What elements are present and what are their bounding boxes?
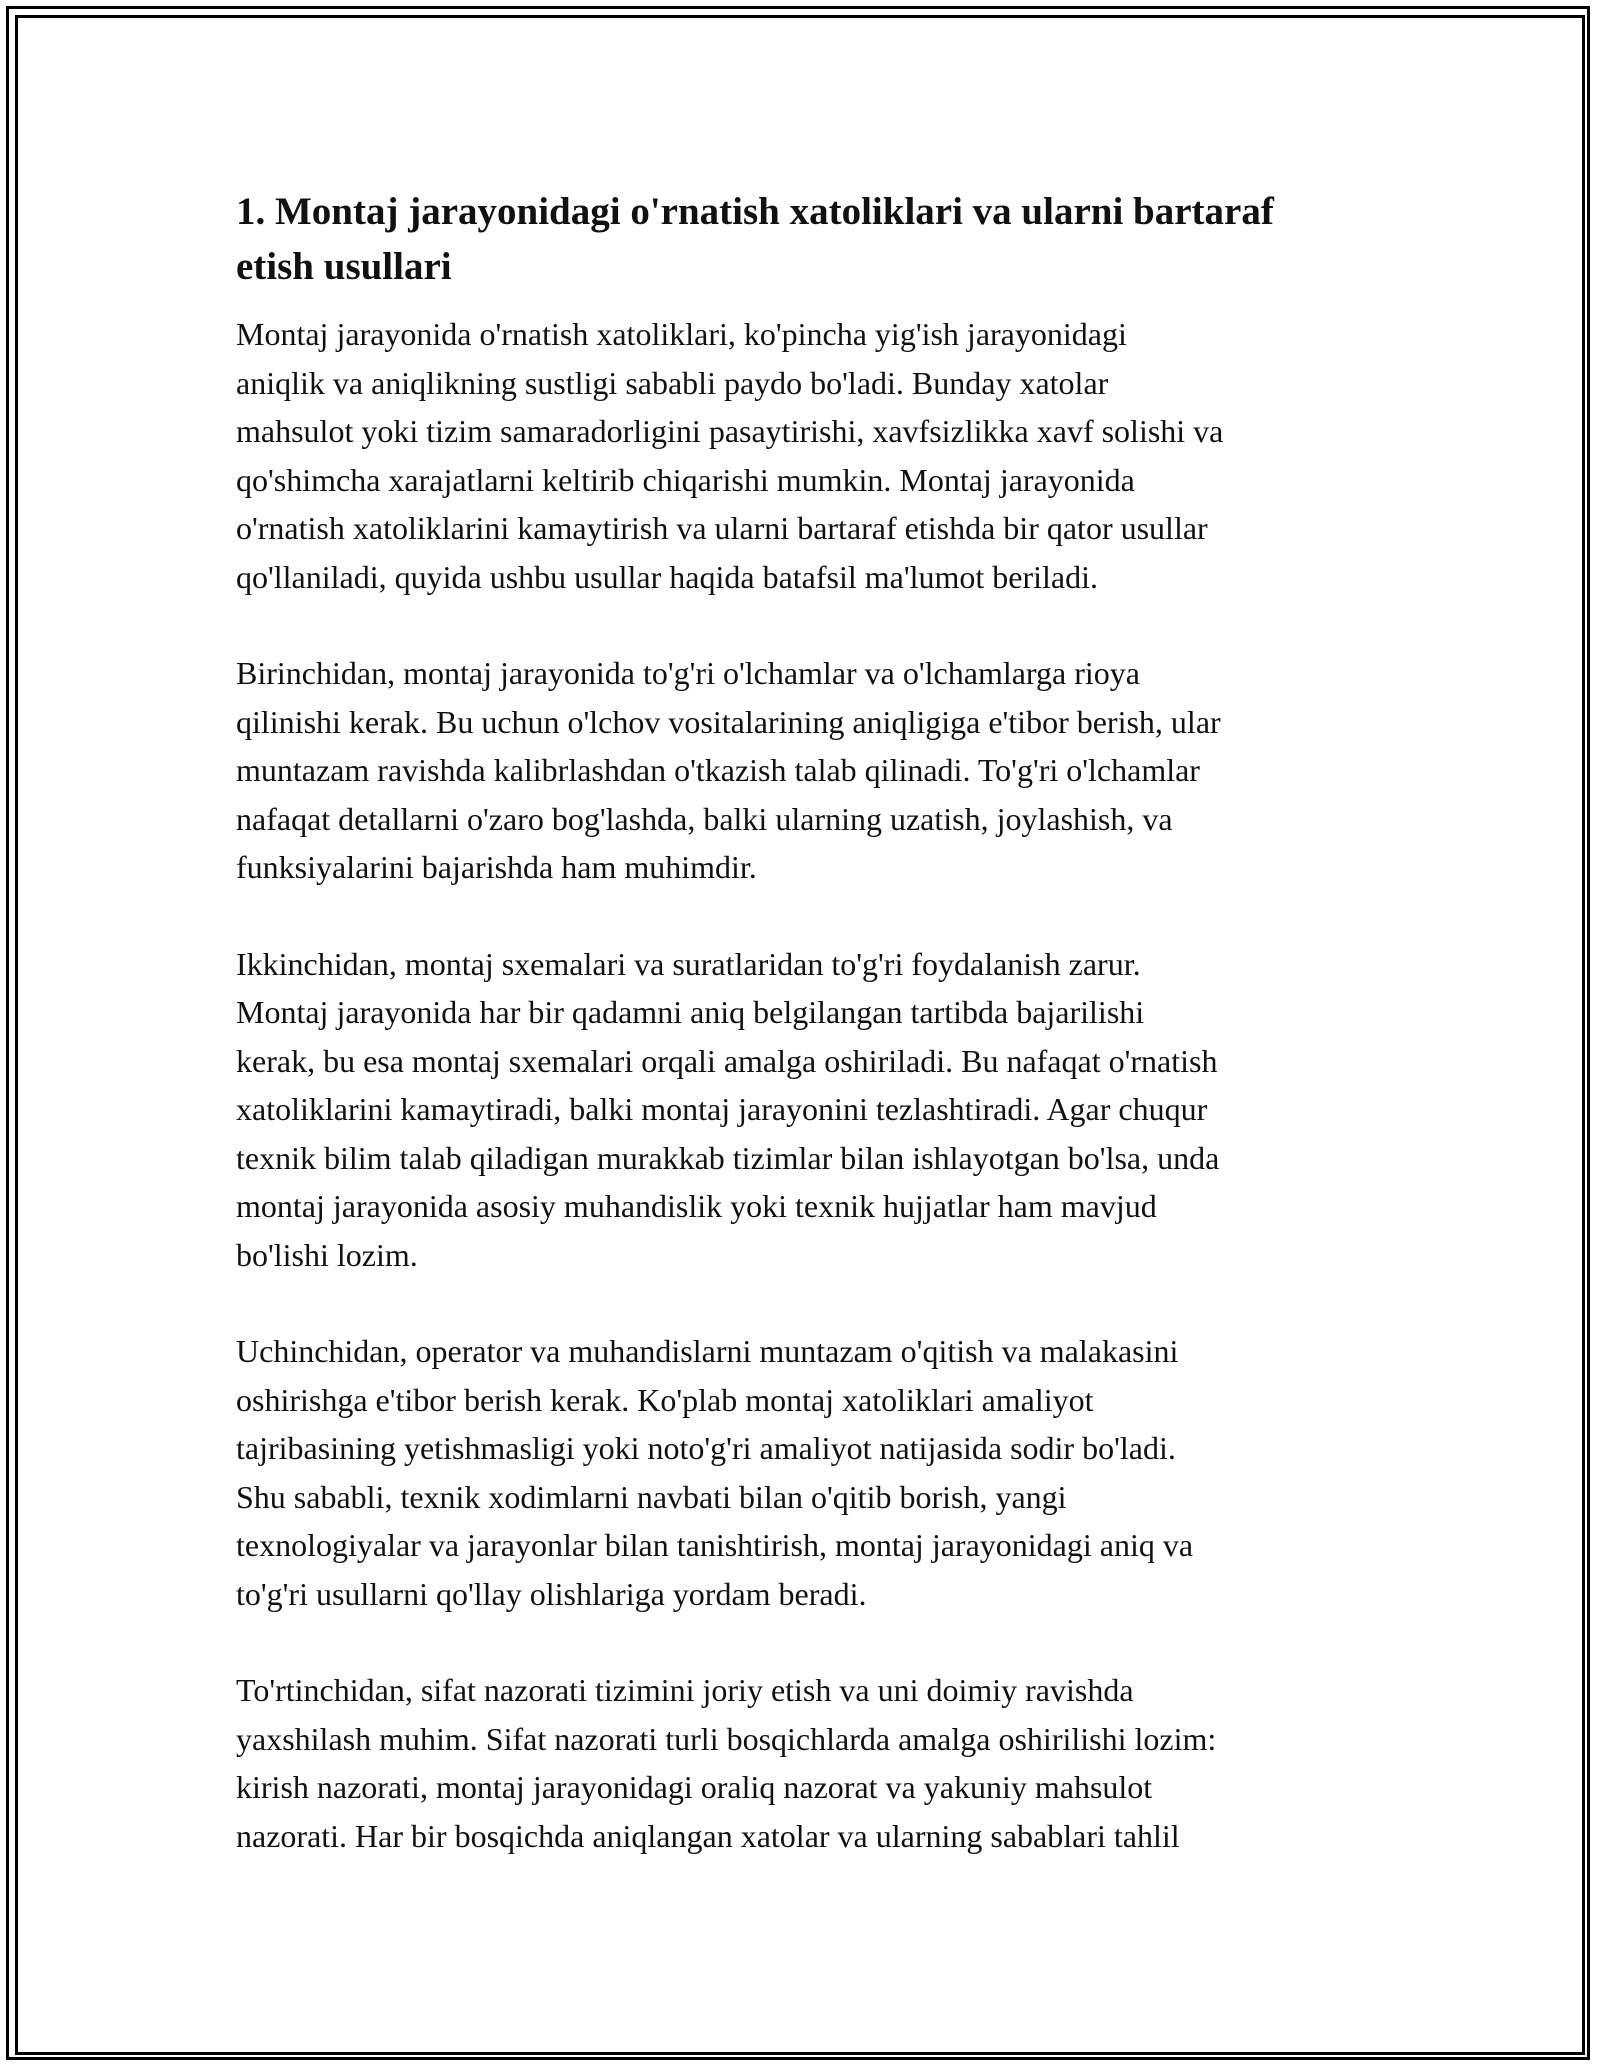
text-line: Ikkinchidan, montaj sxemalari va suratlaridan to'g'ri foydalanish zarur. (236, 945, 1141, 982)
text-line: bo'lishi lozim. (236, 1236, 418, 1273)
paragraph-second (236, 940, 1376, 1280)
text-line: o'rnatish xatoliklarini kamaytirish va ularni bartaraf etishda bir qator usullar (236, 510, 1208, 546)
text-line: qo'llaniladi, quyida ushbu usullar haqida batafsil ma'lumot beriladi. (236, 558, 1099, 595)
text-line: yaxshilash muhim. Sifat nazorati turli bosqichlarda amalga oshirilishi lozim: (236, 1720, 1217, 1757)
text-line: texnik bilim talab qiladigan murakkab tizimlar bilan ishlayotgan bo'lsa, unda (236, 1139, 1220, 1176)
text-line: tajribasining yetishmasligi yoki noto'g'ri amaliyot natijasida sodir bo'ladi. (236, 1430, 1176, 1466)
text-line: To'rtinchidan, sifat nazorati tizimini joriy etish va uni doimiy ravishda (236, 1672, 1134, 1708)
text-line: montaj jarayonida asosiy muhandislik yoki texnik hujjatlar ham mavjud (236, 1188, 1157, 1224)
text-line: mahsulot yoki tizim samaradorligini pasaytirishi, xavfsizlikka xavf solishi va (236, 413, 1224, 449)
section-heading (236, 184, 1376, 294)
text-line: muntazam ravishda kalibrlashdan o'tkazish talab qilinadi. To'g'ri o'lchamlar (236, 752, 1200, 788)
text-line: Montaj jarayonida o'rnatish xatoliklari, ko'pincha yig'ish jarayonidagi (236, 316, 1127, 352)
text-line: xatoliklarini kamaytiradi, balki montaj jarayonini tezlashtiradi. Agar chuqur (236, 1091, 1208, 1127)
text-line: texnologiyalar va jarayonlar bilan tanishtirish, montaj jarayonidagi aniq va (236, 1527, 1194, 1563)
text-line: nazorati. Har bir bosqichda aniqlangan xatolar va ularning sabablari tahlil (236, 1817, 1180, 1854)
paragraph-third (236, 1327, 1376, 1618)
text-line: qo'shimcha xarajatlarni keltirib chiqarishi mumkin. Montaj jarayonida (236, 461, 1135, 498)
text-line: Birinchidan, montaj jarayonida to'g'ri o'lchamlar va o'lchamlarga rioya (236, 655, 1140, 691)
text-line: funksiyalarini bajarishda ham muhimdir. (236, 849, 757, 885)
paragraph-first (236, 649, 1376, 892)
heading-line: 1. Montaj jarayonidagi o'rnatish xatoliklari va ularni bartaraf (236, 190, 1274, 233)
text-line: Montaj jarayonida har bir qadamni aniq belgilangan tartibda bajarilishi (236, 994, 1145, 1030)
text-line: qilinishi kerak. Bu uchun o'lchov vositalarining aniqligiga e'tibor berish, ular (236, 703, 1221, 740)
paragraph-fourth (236, 1666, 1376, 1860)
text-line: kirish nazorati, montaj jarayonidagi oraliq nazorat va yakuniy mahsulot (236, 1769, 1153, 1805)
text-line: aniqlik va aniqlikning sustligi sababli paydo bo'ladi. Bunday xatolar (236, 364, 1109, 401)
text-line: nafaqat detallarni o'zaro bog'lashda, balki ularning uzatish, joylashish, va (236, 800, 1173, 837)
heading-line: etish usullari (236, 245, 452, 288)
text-line: kerak, bu esa montaj sxemalari orqali amalga oshiriladi. Bu nafaqat o'rnatish (236, 1042, 1218, 1079)
text-line: Uchinchidan, operator va muhandislarni muntazam o'qitish va malakasini (236, 1333, 1179, 1369)
text-line: Shu sababli, texnik xodimlarni navbati bilan o'qitib borish, yangi (236, 1478, 1067, 1515)
paragraph-intro (236, 310, 1376, 601)
text-line: oshirishga e'tibor berish kerak. Ko'plab montaj xatoliklari amaliyot (236, 1381, 1094, 1418)
text-line: to'g'ri usullarni qo'llay olishlariga yordam beradi. (236, 1575, 867, 1612)
document-body (236, 184, 1376, 1908)
